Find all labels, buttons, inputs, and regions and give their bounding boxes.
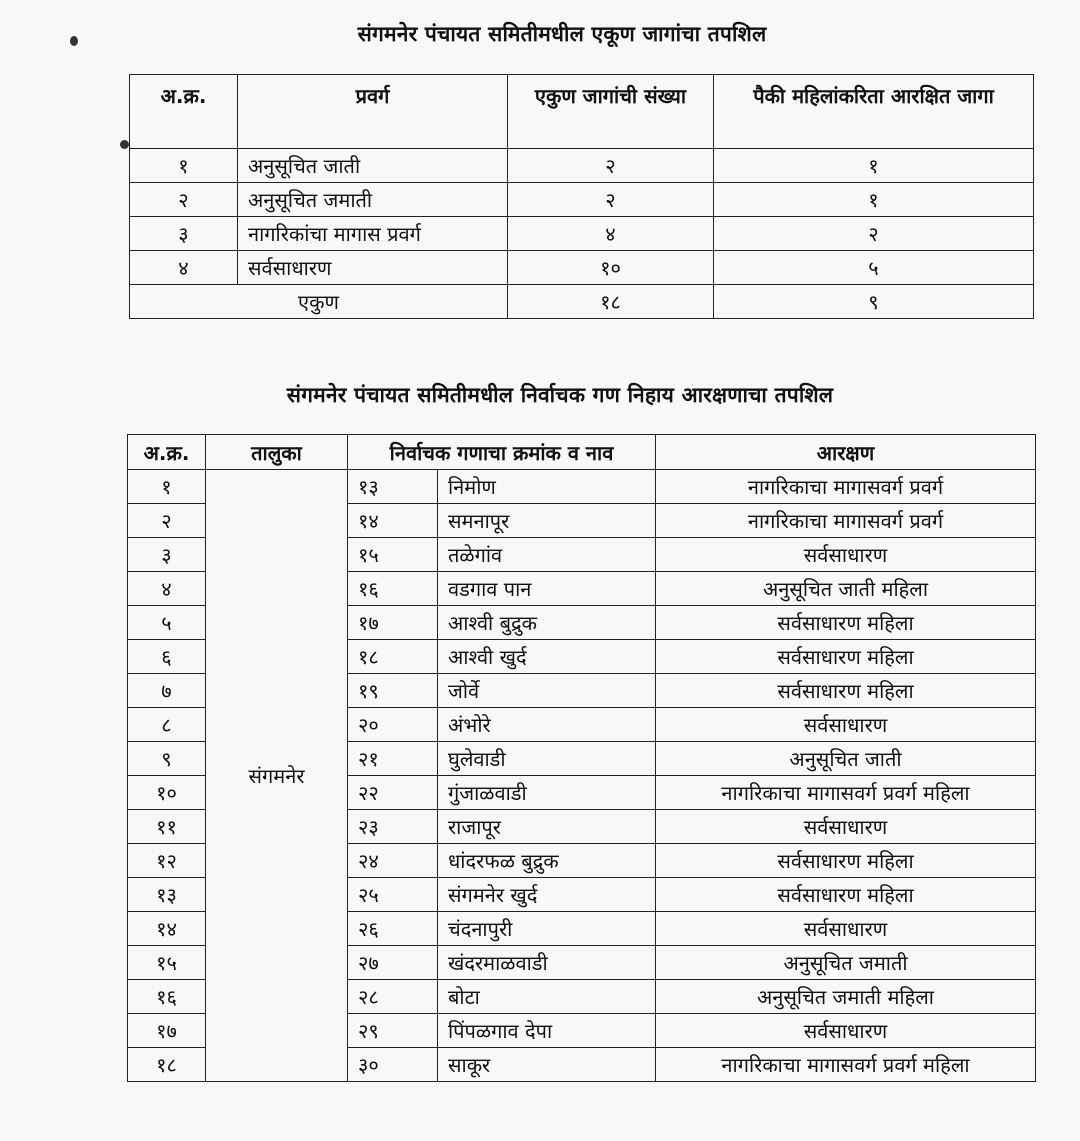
reservation-cell: अनुसूचित जाती महिला: [656, 572, 1036, 606]
reservation-cell: नागरिकाचा मागासवर्ग प्रवर्ग महिला: [656, 1048, 1036, 1082]
ward-name-cell: पिंपळगाव देपा: [438, 1014, 656, 1048]
total-seats-cell: २: [508, 149, 714, 183]
reservation-cell: सर्वसाधारण महिला: [656, 606, 1036, 640]
serial-cell: ९: [128, 742, 206, 776]
women-seats-cell: ५: [714, 251, 1034, 285]
total-seats-cell: ४: [508, 217, 714, 251]
total-seats-cell: १८: [508, 285, 714, 319]
category-cell: नागरिकांचा मागास प्रवर्ग: [238, 217, 508, 251]
ward-name-cell: निमोण: [438, 470, 656, 504]
wards-header-row: [128, 435, 1036, 470]
reservation-cell: सर्वसाधारण महिला: [656, 640, 1036, 674]
serial-cell: ८: [128, 708, 206, 742]
taluka-cell: संगमनेर: [206, 470, 348, 1082]
summary-row: [130, 149, 1034, 183]
ward-number-cell: १३: [348, 470, 438, 504]
ward-name-cell: वडगाव पान: [438, 572, 656, 606]
category-cell: अनुसूचित जाती: [238, 149, 508, 183]
ward-name-cell: जोर्वे: [438, 674, 656, 708]
ward-name-cell: गुंजाळवाडी: [438, 776, 656, 810]
serial-cell: १०: [128, 776, 206, 810]
ward-number-cell: १६: [348, 572, 438, 606]
ward-name-cell: खंदरमाळवाडी: [438, 946, 656, 980]
ward-name-cell: घुलेवाडी: [438, 742, 656, 776]
serial-cell: १५: [128, 946, 206, 980]
ward-number-cell: २२: [348, 776, 438, 810]
reservation-cell: नागरिकाचा मागासवर्ग प्रवर्ग: [656, 504, 1036, 538]
women-seats-cell: ९: [714, 285, 1034, 319]
ward-number-cell: २८: [348, 980, 438, 1014]
reservation-cell: अनुसूचित जाती: [656, 742, 1036, 776]
header-serial: अ.क्र.: [130, 75, 238, 149]
serial-cell: १८: [128, 1048, 206, 1082]
reservation-cell: नागरिकाचा मागासवर्ग प्रवर्ग महिला: [656, 776, 1036, 810]
reservation-cell: सर्वसाधारण महिला: [656, 674, 1036, 708]
summary-total-row: [130, 285, 1034, 319]
total-seats-cell: २: [508, 183, 714, 217]
header-women-seats: पैकी महिलांकरिता आरक्षित जागा: [714, 75, 1034, 149]
ward-name-cell: आश्वी खुर्द: [438, 640, 656, 674]
serial-cell: २: [128, 504, 206, 538]
reservation-cell: अनुसूचित जमाती महिला: [656, 980, 1036, 1014]
category-cell: सर्वसाधारण: [238, 251, 508, 285]
ward-number-cell: २७: [348, 946, 438, 980]
reservation-cell: सर्वसाधारण महिला: [656, 844, 1036, 878]
reservation-cell: सर्वसाधारण: [656, 1014, 1036, 1048]
ward-number-cell: १८: [348, 640, 438, 674]
ward-row: [128, 470, 1036, 504]
serial-cell: ७: [128, 674, 206, 708]
summary-header-row: [130, 75, 1034, 149]
header-serial: अ.क्र.: [128, 435, 206, 470]
summary-row: [130, 183, 1034, 217]
ward-number-cell: २०: [348, 708, 438, 742]
ward-number-cell: २३: [348, 810, 438, 844]
summary-title: संगमनेर पंचायत समितीमधील एकूण जागांचा तपशिल: [357, 22, 767, 46]
serial-cell: ११: [128, 810, 206, 844]
ward-name-cell: आश्वी बुद्रुक: [438, 606, 656, 640]
ward-number-cell: ३०: [348, 1048, 438, 1082]
ward-number-cell: २४: [348, 844, 438, 878]
header-ward-number-name: निर्वाचक गणाचा क्रमांक व नाव: [348, 435, 656, 470]
wards-title: संगमनेर पंचायत समितीमधील निर्वाचक गण निहाय आरक्षणाचा तपशिल: [286, 383, 834, 407]
reservation-cell: सर्वसाधारण: [656, 708, 1036, 742]
serial-cell: १: [128, 470, 206, 504]
serial-cell: २: [130, 183, 238, 217]
women-seats-cell: १: [714, 183, 1034, 217]
reservation-cell: अनुसूचित जमाती: [656, 946, 1036, 980]
reservation-cell: सर्वसाधारण: [656, 538, 1036, 572]
ward-name-cell: संगमनेर खुर्द: [438, 878, 656, 912]
ward-number-cell: १९: [348, 674, 438, 708]
serial-cell: ३: [130, 217, 238, 251]
category-cell: अनुसूचित जमाती: [238, 183, 508, 217]
ward-name-cell: धांदरफळ बुद्रुक: [438, 844, 656, 878]
ward-name-cell: तळेगांव: [438, 538, 656, 572]
ward-name-cell: समनापूर: [438, 504, 656, 538]
serial-cell: ४: [128, 572, 206, 606]
reservation-cell: नागरिकाचा मागासवर्ग प्रवर्ग: [656, 470, 1036, 504]
ward-number-cell: १४: [348, 504, 438, 538]
header-reservation: आरक्षण: [656, 435, 1036, 470]
ward-name-cell: अंभोरे: [438, 708, 656, 742]
ward-number-cell: २१: [348, 742, 438, 776]
serial-cell: ४: [130, 251, 238, 285]
wards-table: [127, 434, 1036, 1082]
summary-table: [129, 74, 1034, 319]
header-total-seats: एकुण जागांची संख्या: [508, 75, 714, 149]
scan-speck: [120, 140, 129, 149]
ward-number-cell: २५: [348, 878, 438, 912]
serial-cell: १७: [128, 1014, 206, 1048]
ward-number-cell: २६: [348, 912, 438, 946]
reservation-cell: सर्वसाधारण: [656, 810, 1036, 844]
ward-name-cell: बोटा: [438, 980, 656, 1014]
ward-number-cell: १७: [348, 606, 438, 640]
reservation-cell: सर्वसाधारण महिला: [656, 878, 1036, 912]
reservation-cell: सर्वसाधारण: [656, 912, 1036, 946]
serial-cell: १३: [128, 878, 206, 912]
serial-cell: १: [130, 149, 238, 183]
ward-name-cell: राजापूर: [438, 810, 656, 844]
summary-row: [130, 251, 1034, 285]
header-taluka: तालुका: [206, 435, 348, 470]
ward-name-cell: चंदनापुरी: [438, 912, 656, 946]
serial-cell: ६: [128, 640, 206, 674]
ward-number-cell: २९: [348, 1014, 438, 1048]
serial-cell: ५: [128, 606, 206, 640]
header-category: प्रवर्ग: [238, 75, 508, 149]
serial-cell: १६: [128, 980, 206, 1014]
women-seats-cell: २: [714, 217, 1034, 251]
serial-cell: ३: [128, 538, 206, 572]
total-seats-cell: १०: [508, 251, 714, 285]
ward-name-cell: साकूर: [438, 1048, 656, 1082]
summary-row: [130, 217, 1034, 251]
women-seats-cell: १: [714, 149, 1034, 183]
serial-cell: १४: [128, 912, 206, 946]
ward-number-cell: १५: [348, 538, 438, 572]
serial-cell: १२: [128, 844, 206, 878]
total-label-cell: एकुण: [130, 285, 508, 319]
